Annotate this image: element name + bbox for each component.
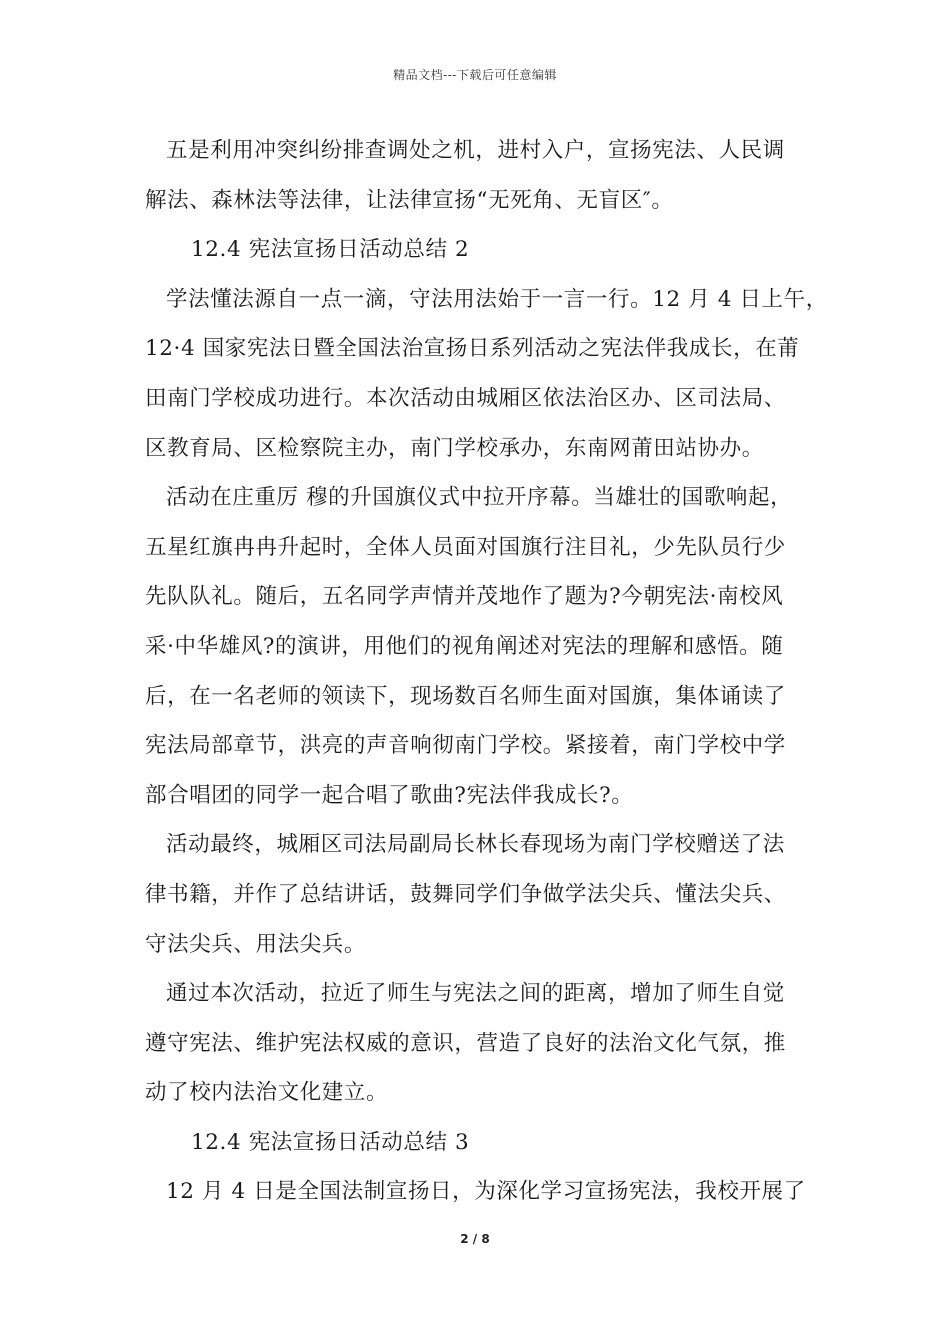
text-line: 12 月 4 日是全国法制宣扬日，为深化学习宣扬宪法，我校开展了 (166, 1179, 806, 1205)
text-line: 动了校内法治文化建立。 (145, 1080, 389, 1106)
text-line: 活动最终，城厢区司法局副局长林长春现场为南门学校赠送了法 (166, 832, 785, 858)
section-heading: 12.4 宪法宣扬日活动总结 2 (191, 237, 470, 263)
text-line: 守法尖兵、用法尖兵。 (145, 931, 367, 957)
text-line: 宪法局部章节，洪亮的声音响彻南门学校。紧接着，南门学校中学 (145, 733, 786, 759)
text-line: 田南门学校成功进行。本次活动由城厢区依法治区办、区司法局、 (145, 385, 786, 411)
text-line: 采·中华雄风?的演讲，用他们的视角阐述对宪法的理解和感悟。随 (145, 633, 784, 659)
text-line: 五星红旗冉冉升起时，全体人员面对国旗行注目礼，少先队员行少 (145, 534, 786, 560)
text-line: 区教育局、区检察院主办，南门学校承办，东南网莆田站协办。 (145, 435, 764, 461)
section-heading: 12.4 宪法宣扬日活动总结 3 (191, 1129, 470, 1155)
text-line: 五是利用冲突纠纷排查调处之机，进村入户，宣扬宪法、人民调 (166, 138, 785, 163)
text-line: 先队队礼。随后，五名同学声情并茂地作了题为?今朝宪法·南校风 (145, 584, 784, 610)
text-line: 部合唱团的同学一起合唱了歌曲?宪法伴我成长?。 (145, 782, 634, 808)
document-body (145, 130, 828, 1221)
text-line: 活动在庄重厉 穆的升国旗仪式中拉开序幕。当雄壮的国歌响起， (166, 485, 793, 511)
page-number: 2 / 8 (460, 1232, 490, 1246)
text-line: 学法懂法源自一点一滴，守法用法始于一言一行。12 月 4 日上午， (166, 286, 828, 312)
page-header: 精品文档---下载后可任意编辑 (393, 68, 557, 82)
text-line: 律书籍，并作了总结讲话，鼓舞同学们争做学法尖兵、懂法尖兵、 (145, 881, 786, 907)
text-line: 通过本次活动，拉近了师生与宪法之间的距离，增加了师生自觉 (166, 981, 785, 1007)
text-line: 12·4 国家宪法日暨全国法治宣扬日系列活动之宪法伴我成长，在莆 (145, 336, 800, 362)
text-line: 解法、森林法等法律，让法律宣扬“无死角、无盲区″。 (145, 187, 674, 213)
text-line: 后，在一名老师的领读下，现场数百名师生面对国旗，集体诵读了 (145, 683, 786, 709)
text-line: 遵守宪法、维护宪法权威的意识，营造了良好的法治文化气氛，推 (145, 1030, 786, 1056)
